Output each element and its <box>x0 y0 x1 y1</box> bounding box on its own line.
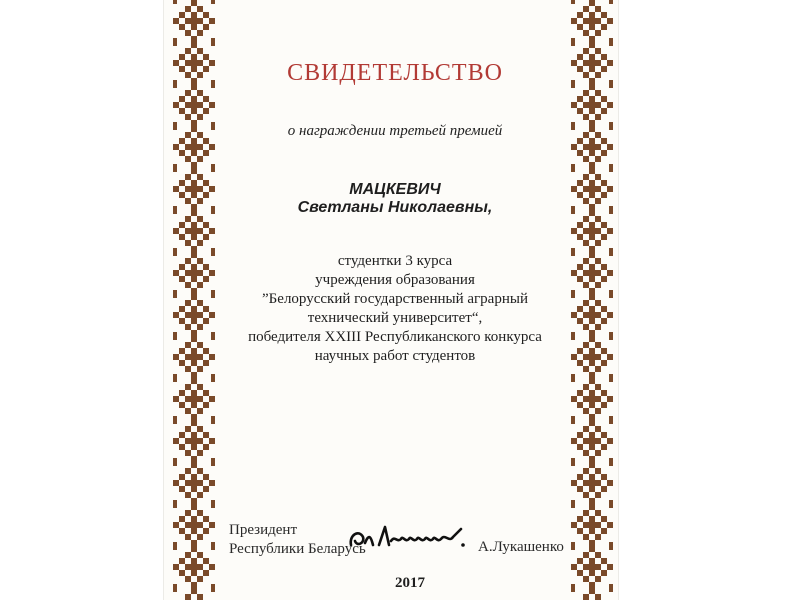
description-line: учреждения образования <box>315 272 475 288</box>
right-ornament-border <box>571 0 613 600</box>
certificate-year: 2017 <box>395 575 425 591</box>
description-line: студентки 3 курса <box>337 253 453 269</box>
recipient-names: Светланы Николаевны, <box>297 199 493 216</box>
description-line: научных работ студентов <box>314 348 476 364</box>
description-line: ”Белорусский государственный аграрный <box>262 291 528 307</box>
award-description <box>220 252 570 366</box>
left-ornament-border <box>173 0 215 600</box>
signatory-name: А.Лукашенко <box>478 539 564 555</box>
signatory-position-line: Президент <box>229 522 297 538</box>
description-line: технический университет“, <box>307 310 483 326</box>
certificate-subtitle: о награждении третьей премией <box>287 123 503 139</box>
certificate-title: СВИДЕТЕЛЬСТВО <box>287 60 503 86</box>
signatory-position-line: Республики Беларусь <box>229 541 366 557</box>
handwritten-signature <box>345 515 475 555</box>
recipient-surname: МАЦКЕВИЧ <box>349 181 441 198</box>
description-line: победителя XXIII Республиканского конкурса <box>248 329 542 345</box>
